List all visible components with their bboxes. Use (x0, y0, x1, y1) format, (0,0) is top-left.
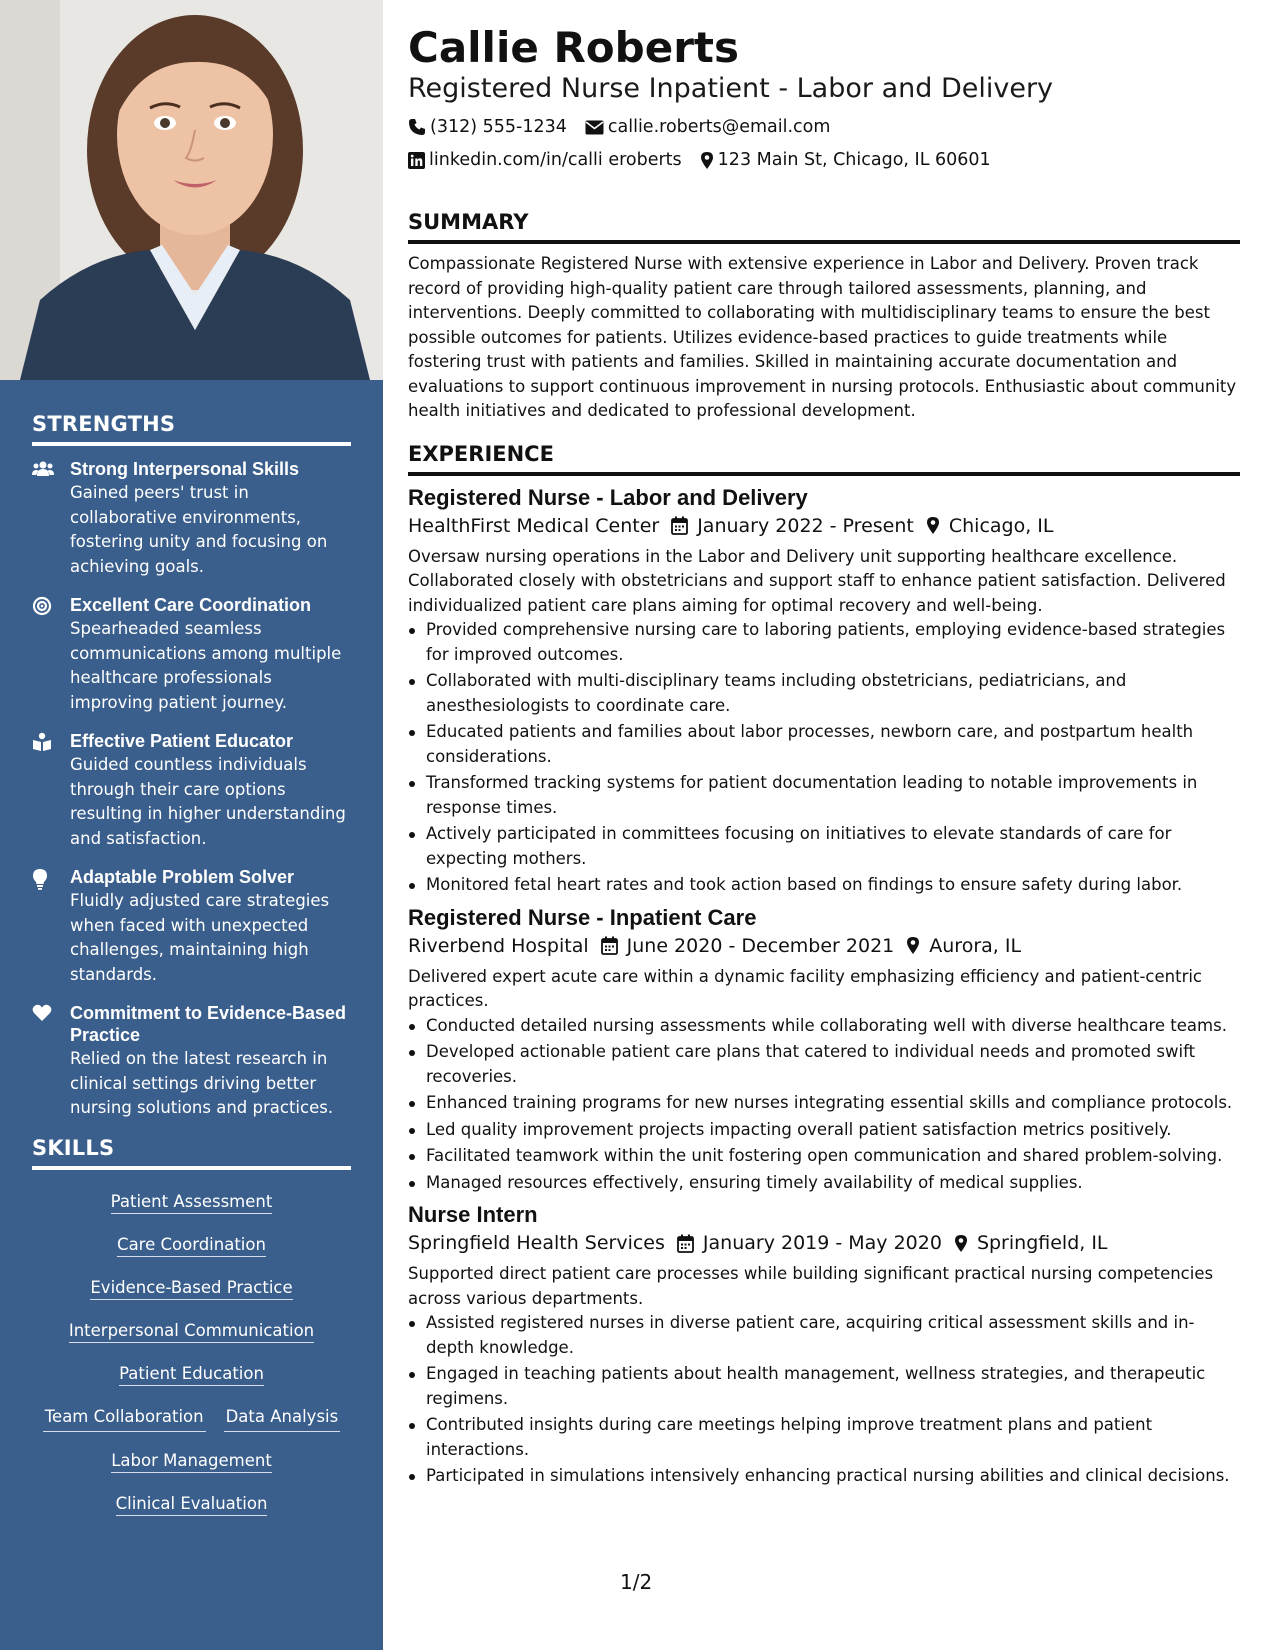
list-item: Monitored fetal heart rates and took action based on findings to ensure safety during labor. (408, 873, 1240, 898)
summary-text: Compassionate Registered Nurse with extensive experience in Labor and Delivery. Proven track record of providing high-quality patient care through tailored assessments, planning, and interventions. Deeply committed to collaborating with multidisciplinary teams to ensure the best possible outcomes for patients. Utilizes evidence-based practices to guide treatments while fostering trust with patients and families. Skilled in maintaining accurate documentation and evaluations to support continuous improvement in nursing protocols. Enthusiastic about community health initiatives and dedicated to professional development. (408, 254, 1237, 420)
skills-list (32, 1182, 351, 1518)
strength-item (32, 594, 351, 715)
email-contact[interactable] (585, 116, 831, 138)
map-pin-icon (954, 1234, 968, 1253)
job-location (926, 513, 1054, 539)
strengths-heading: STRENGTHS (32, 412, 351, 446)
job-dates-text: January 2019 - May 2020 (702, 1232, 942, 1254)
sidebar-content (32, 412, 351, 1518)
job-location-text: Aurora, IL (929, 934, 1022, 957)
job-bullets (408, 618, 1240, 898)
skill-label: Clinical Evaluation (116, 1494, 268, 1516)
calendar-icon (677, 1234, 694, 1253)
skill-label: Patient Education (119, 1364, 264, 1386)
calendar-icon (601, 936, 618, 955)
target-icon (32, 594, 70, 715)
strength-item (32, 866, 351, 987)
address-text: 123 Main St, Chicago, IL 60601 (717, 150, 991, 170)
job-description: Oversaw nursing operations in the Labor and Delivery unit supporting healthcare excellence. Collaborated closely with obstetricians and support staff to enhance patient satisfaction. Delivered individualized patient care plans aiming for optimal recovery and well-being. (408, 546, 1226, 615)
list-item: Managed resources effectively, ensuring timely availability of medical supplies. (408, 1171, 1240, 1196)
job-meta (408, 513, 1240, 539)
strength-description: Gained peers' trust in collaborative environments, fostering unity and focusing on achieving goals. (70, 483, 328, 576)
job-location (954, 1230, 1108, 1256)
linkedin-text: linkedin.com/in/calli eroberts (429, 150, 682, 170)
list-item: Educated patients and families about labor processes, newborn care, and postpartum health considerations. (408, 720, 1240, 769)
strength-description: Guided countless individuals through their care options resulting in higher understanding and satisfaction. (70, 755, 346, 848)
lightbulb-icon (32, 866, 70, 987)
job-dates (601, 933, 895, 959)
envelope-icon (585, 120, 604, 135)
linkedin-contact[interactable] (408, 149, 682, 171)
skill-tag (32, 1276, 351, 1302)
job-bullets (408, 1311, 1240, 1489)
job-entry (408, 484, 1240, 898)
list-item: Transformed tracking systems for patient documentation leading to notable improvements in response times. (408, 771, 1240, 820)
job-meta (408, 1230, 1240, 1256)
skill-tag (32, 1233, 351, 1259)
email-text: callie.roberts@email.com (607, 117, 831, 137)
summary-heading: SUMMARY (408, 209, 1240, 244)
job-bullets (408, 1014, 1240, 1196)
skill-tag: Team Collaboration (43, 1405, 206, 1432)
strength-title: Commitment to Evidence-Based Practice (70, 1003, 347, 1045)
skill-tag: Data Analysis (224, 1405, 341, 1432)
contact-row (408, 116, 1240, 138)
strength-description: Relied on the latest research in clinical settings driving better nursing solutions and practices. (70, 1049, 334, 1117)
job-description: Delivered expert acute care within a dynamic facility emphasizing efficiency and patient-centric practices. (408, 966, 1203, 1010)
job-dates-text: January 2022 - Present (697, 514, 914, 537)
strength-item (32, 1002, 351, 1121)
address-contact (700, 149, 991, 171)
job-title: Nurse Intern (408, 1202, 538, 1227)
skill-label: Interpersonal Communication (69, 1321, 314, 1343)
company-name: Springfield Health Services (408, 1232, 665, 1254)
job-dates-text: June 2020 - December 2021 (626, 934, 895, 957)
list-item: Actively participated in committees focusing on initiatives to elevate standards of care for expecting mothers. (408, 822, 1240, 871)
linkedin-icon (408, 152, 425, 169)
list-item: Engaged in teaching patients about health management, wellness strategies, and therapeutic regimens. (408, 1362, 1240, 1411)
phone-icon (408, 118, 426, 136)
book-reader-icon (32, 730, 70, 851)
skill-label: Care Coordination (117, 1235, 266, 1257)
skill-tag (32, 1449, 351, 1475)
strength-title: Adaptable Problem Solver (70, 867, 295, 887)
users-icon (32, 458, 70, 579)
list-item: Contributed insights during care meetings helping improve treatment plans and patient interactions. (408, 1413, 1240, 1462)
strength-item (32, 730, 351, 851)
skill-label: Labor Management (111, 1451, 272, 1473)
list-item: Assisted registered nurses in diverse patient care, acquiring critical assessment skills and in-depth knowledge. (408, 1311, 1240, 1360)
experience-heading: EXPERIENCE (408, 441, 1240, 476)
strength-title: Strong Interpersonal Skills (70, 459, 300, 479)
main-content (408, 22, 1240, 1495)
list-item: Led quality improvement projects impacting overall patient satisfaction metrics positively. (408, 1118, 1240, 1143)
phone-text: (312) 555-1234 (430, 117, 567, 137)
profile-photo (0, 0, 383, 380)
list-item: Facilitated teamwork within the unit fostering open communication and shared problem-solving. (408, 1144, 1240, 1169)
page-number: 1/2 (620, 1570, 653, 1594)
skill-label: Evidence-Based Practice (90, 1278, 292, 1300)
job-location-text: Springfield, IL (976, 1232, 1108, 1254)
heart-icon (32, 1002, 70, 1121)
job-dates (671, 513, 914, 539)
sidebar (0, 0, 383, 1650)
list-item: Conducted detailed nursing assessments while collaborating well with diverse healthcare teams. (408, 1014, 1240, 1039)
strength-description: Fluidly adjusted care strategies when faced with unexpected challenges, maintaining high standards. (70, 891, 330, 984)
job-dates (677, 1230, 942, 1256)
calendar-icon (671, 516, 688, 535)
contact-row (408, 149, 1240, 171)
map-pin-icon (700, 151, 714, 170)
job-meta (408, 933, 1240, 959)
job-location-text: Chicago, IL (948, 514, 1054, 537)
job-description: Supported direct patient care processes while building significant practical nursing competencies across various departments. (408, 1264, 1214, 1308)
skill-tag (32, 1362, 351, 1388)
skill-label: Patient Assessment (111, 1192, 273, 1214)
phone-contact[interactable] (408, 116, 567, 138)
company-name: Riverbend Hospital (408, 934, 589, 957)
skills-heading: SKILLS (32, 1136, 351, 1170)
candidate-name: Callie Roberts (408, 23, 739, 72)
skill-tag (32, 1492, 351, 1518)
map-pin-icon (906, 936, 920, 955)
strength-title: Effective Patient Educator (70, 731, 294, 751)
job-entry (408, 1201, 1240, 1489)
skill-tag (32, 1190, 351, 1216)
strength-description: Spearheaded seamless communications among multiple healthcare professionals improving patient journey. (70, 619, 342, 712)
strength-item (32, 458, 351, 579)
map-pin-icon (926, 516, 940, 535)
job-entry (408, 904, 1240, 1196)
job-title: Registered Nurse - Labor and Delivery (408, 484, 808, 510)
job-location (906, 933, 1021, 959)
candidate-title: Registered Nurse Inpatient - Labor and Delivery (408, 73, 1054, 104)
list-item: Developed actionable patient care plans that catered to individual needs and promoted swift recoveries. (408, 1040, 1240, 1089)
job-title: Registered Nurse - Inpatient Care (408, 904, 757, 930)
list-item: Collaborated with multi-disciplinary teams including obstetricians, pediatricians, and anesthesiologists to coordinate care. (408, 669, 1240, 718)
list-item: Participated in simulations intensively enhancing practical nursing abilities and clinical decisions. (408, 1464, 1240, 1489)
company-name: HealthFirst Medical Center (408, 514, 660, 537)
skill-tag (32, 1319, 351, 1345)
list-item: Provided comprehensive nursing care to laboring patients, employing evidence-based strategies for improved outcomes. (408, 618, 1240, 667)
list-item: Enhanced training programs for new nurses integrating essential skills and compliance protocols. (408, 1091, 1240, 1116)
strength-title: Excellent Care Coordination (70, 595, 312, 615)
